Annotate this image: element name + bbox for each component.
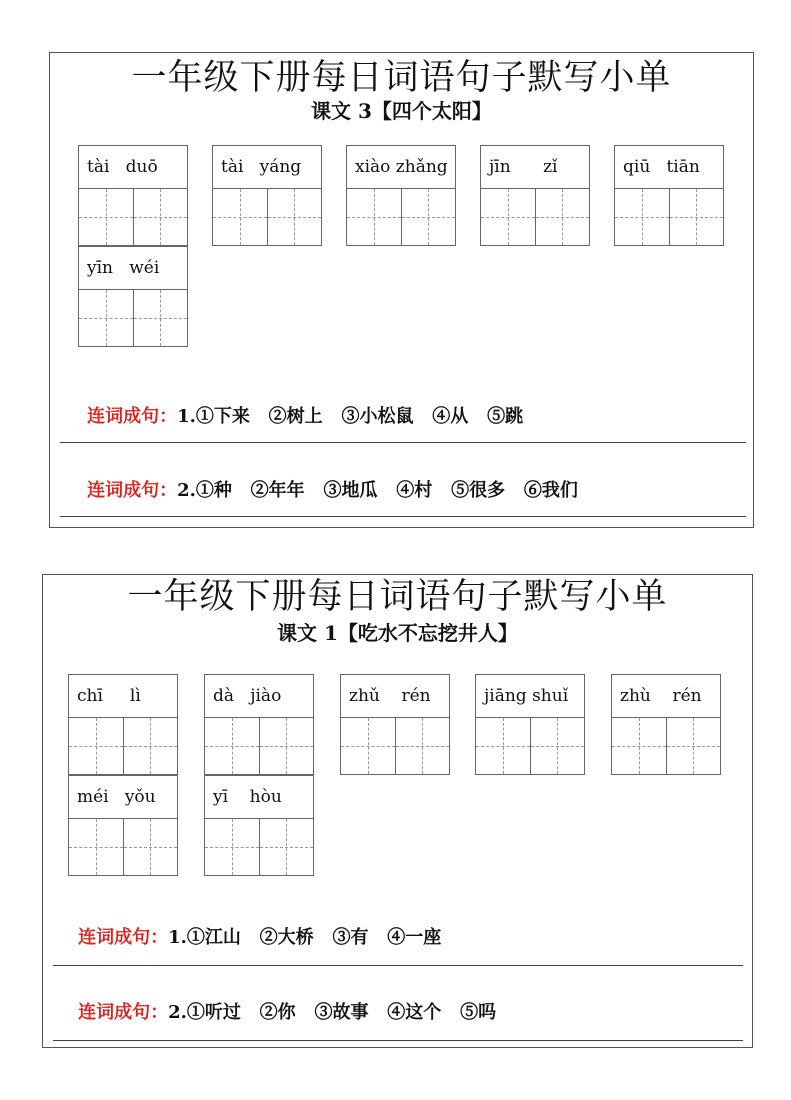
- writing-cell[interactable]: [133, 189, 188, 245]
- writing-cell[interactable]: [79, 290, 133, 346]
- answer-line[interactable]: [53, 1040, 743, 1041]
- task-label: 连词成句：: [87, 480, 178, 501]
- writing-cell[interactable]: [612, 718, 666, 774]
- writing-cell[interactable]: [205, 718, 259, 774]
- answer-line[interactable]: [53, 965, 743, 966]
- word-writing-box: [204, 775, 314, 876]
- writing-cell[interactable]: [69, 718, 123, 774]
- pinyin-label: qiū tiān: [615, 146, 723, 189]
- worksheet-1: [49, 52, 754, 528]
- task-words: 1.①江山 ②大桥 ③有 ④一座: [168, 927, 442, 948]
- writing-cell[interactable]: [669, 189, 724, 245]
- writing-cell[interactable]: [530, 718, 585, 774]
- pinyin-label: zhǔ rén: [341, 675, 449, 718]
- writing-cell[interactable]: [481, 189, 535, 245]
- writing-cell[interactable]: [401, 189, 456, 245]
- writing-cell[interactable]: [123, 718, 178, 774]
- pinyin-label: chī lì: [69, 675, 177, 718]
- pinyin-label: xiào zhǎng: [347, 146, 455, 189]
- pinyin-label: dà jiào: [205, 675, 313, 718]
- writing-cell[interactable]: [347, 189, 401, 245]
- task-label: 连词成句：: [78, 1002, 169, 1023]
- sentence-task-2: [53, 977, 496, 1049]
- word-writing-box: [78, 145, 188, 246]
- writing-cell[interactable]: [341, 718, 395, 774]
- task-words: 2.①种 ②年年 ③地瓜 ④村 ⑤很多 ⑥我们: [177, 480, 578, 501]
- word-writing-box: [346, 145, 456, 246]
- word-writing-box: [480, 145, 590, 246]
- pinyin-label: tài duō: [79, 146, 187, 189]
- word-writing-box: [340, 674, 450, 775]
- task-label: 连词成句：: [87, 406, 178, 427]
- answer-line[interactable]: [60, 442, 746, 443]
- lesson-subtitle: 课文 1【吃水不忘挖井人】: [277, 621, 518, 645]
- writing-cell[interactable]: [395, 718, 450, 774]
- word-writing-box: [475, 674, 585, 775]
- word-writing-box: [68, 775, 178, 876]
- pinyin-label: yī hòu: [205, 776, 313, 819]
- writing-cell[interactable]: [535, 189, 590, 245]
- writing-cell[interactable]: [205, 819, 259, 875]
- pinyin-label: yīn wéi: [79, 247, 187, 290]
- worksheet-title: 一年级下册每日词语句子默写小单: [127, 577, 668, 617]
- task-words: 1.①下来 ②树上 ③小松鼠 ④从 ⑤跳: [177, 406, 524, 427]
- pinyin-label: tài yáng: [213, 146, 321, 189]
- answer-line[interactable]: [60, 516, 746, 517]
- writing-cell[interactable]: [133, 290, 188, 346]
- task-label: 连词成句：: [78, 927, 169, 948]
- worksheet-title: 一年级下册每日词语句子默写小单: [131, 58, 672, 98]
- worksheet-2: [42, 574, 753, 1048]
- task-words: 2.①听过 ②你 ③故事 ④这个 ⑤吗: [168, 1002, 497, 1023]
- word-writing-box: [68, 674, 178, 775]
- writing-cell[interactable]: [69, 819, 123, 875]
- word-writing-box: [78, 246, 188, 347]
- writing-cell[interactable]: [666, 718, 721, 774]
- writing-cell[interactable]: [123, 819, 178, 875]
- word-writing-box: [611, 674, 721, 775]
- writing-cell[interactable]: [615, 189, 669, 245]
- word-writing-box: [204, 674, 314, 775]
- sentence-task-1: [53, 902, 441, 974]
- pinyin-label: méi yǒu: [69, 776, 177, 819]
- writing-cell[interactable]: [476, 718, 530, 774]
- pinyin-label: zhù rén: [612, 675, 720, 718]
- writing-cell[interactable]: [213, 189, 267, 245]
- pinyin-label: jīn zǐ: [481, 146, 589, 189]
- word-writing-box: [614, 145, 724, 246]
- writing-cell[interactable]: [259, 819, 314, 875]
- writing-cell[interactable]: [267, 189, 322, 245]
- lesson-subtitle: 课文 3【四个太阳】: [311, 99, 492, 123]
- writing-cell[interactable]: [259, 718, 314, 774]
- pinyin-label: jiāng shuǐ: [476, 675, 584, 718]
- writing-cell[interactable]: [79, 189, 133, 245]
- word-writing-box: [212, 145, 322, 246]
